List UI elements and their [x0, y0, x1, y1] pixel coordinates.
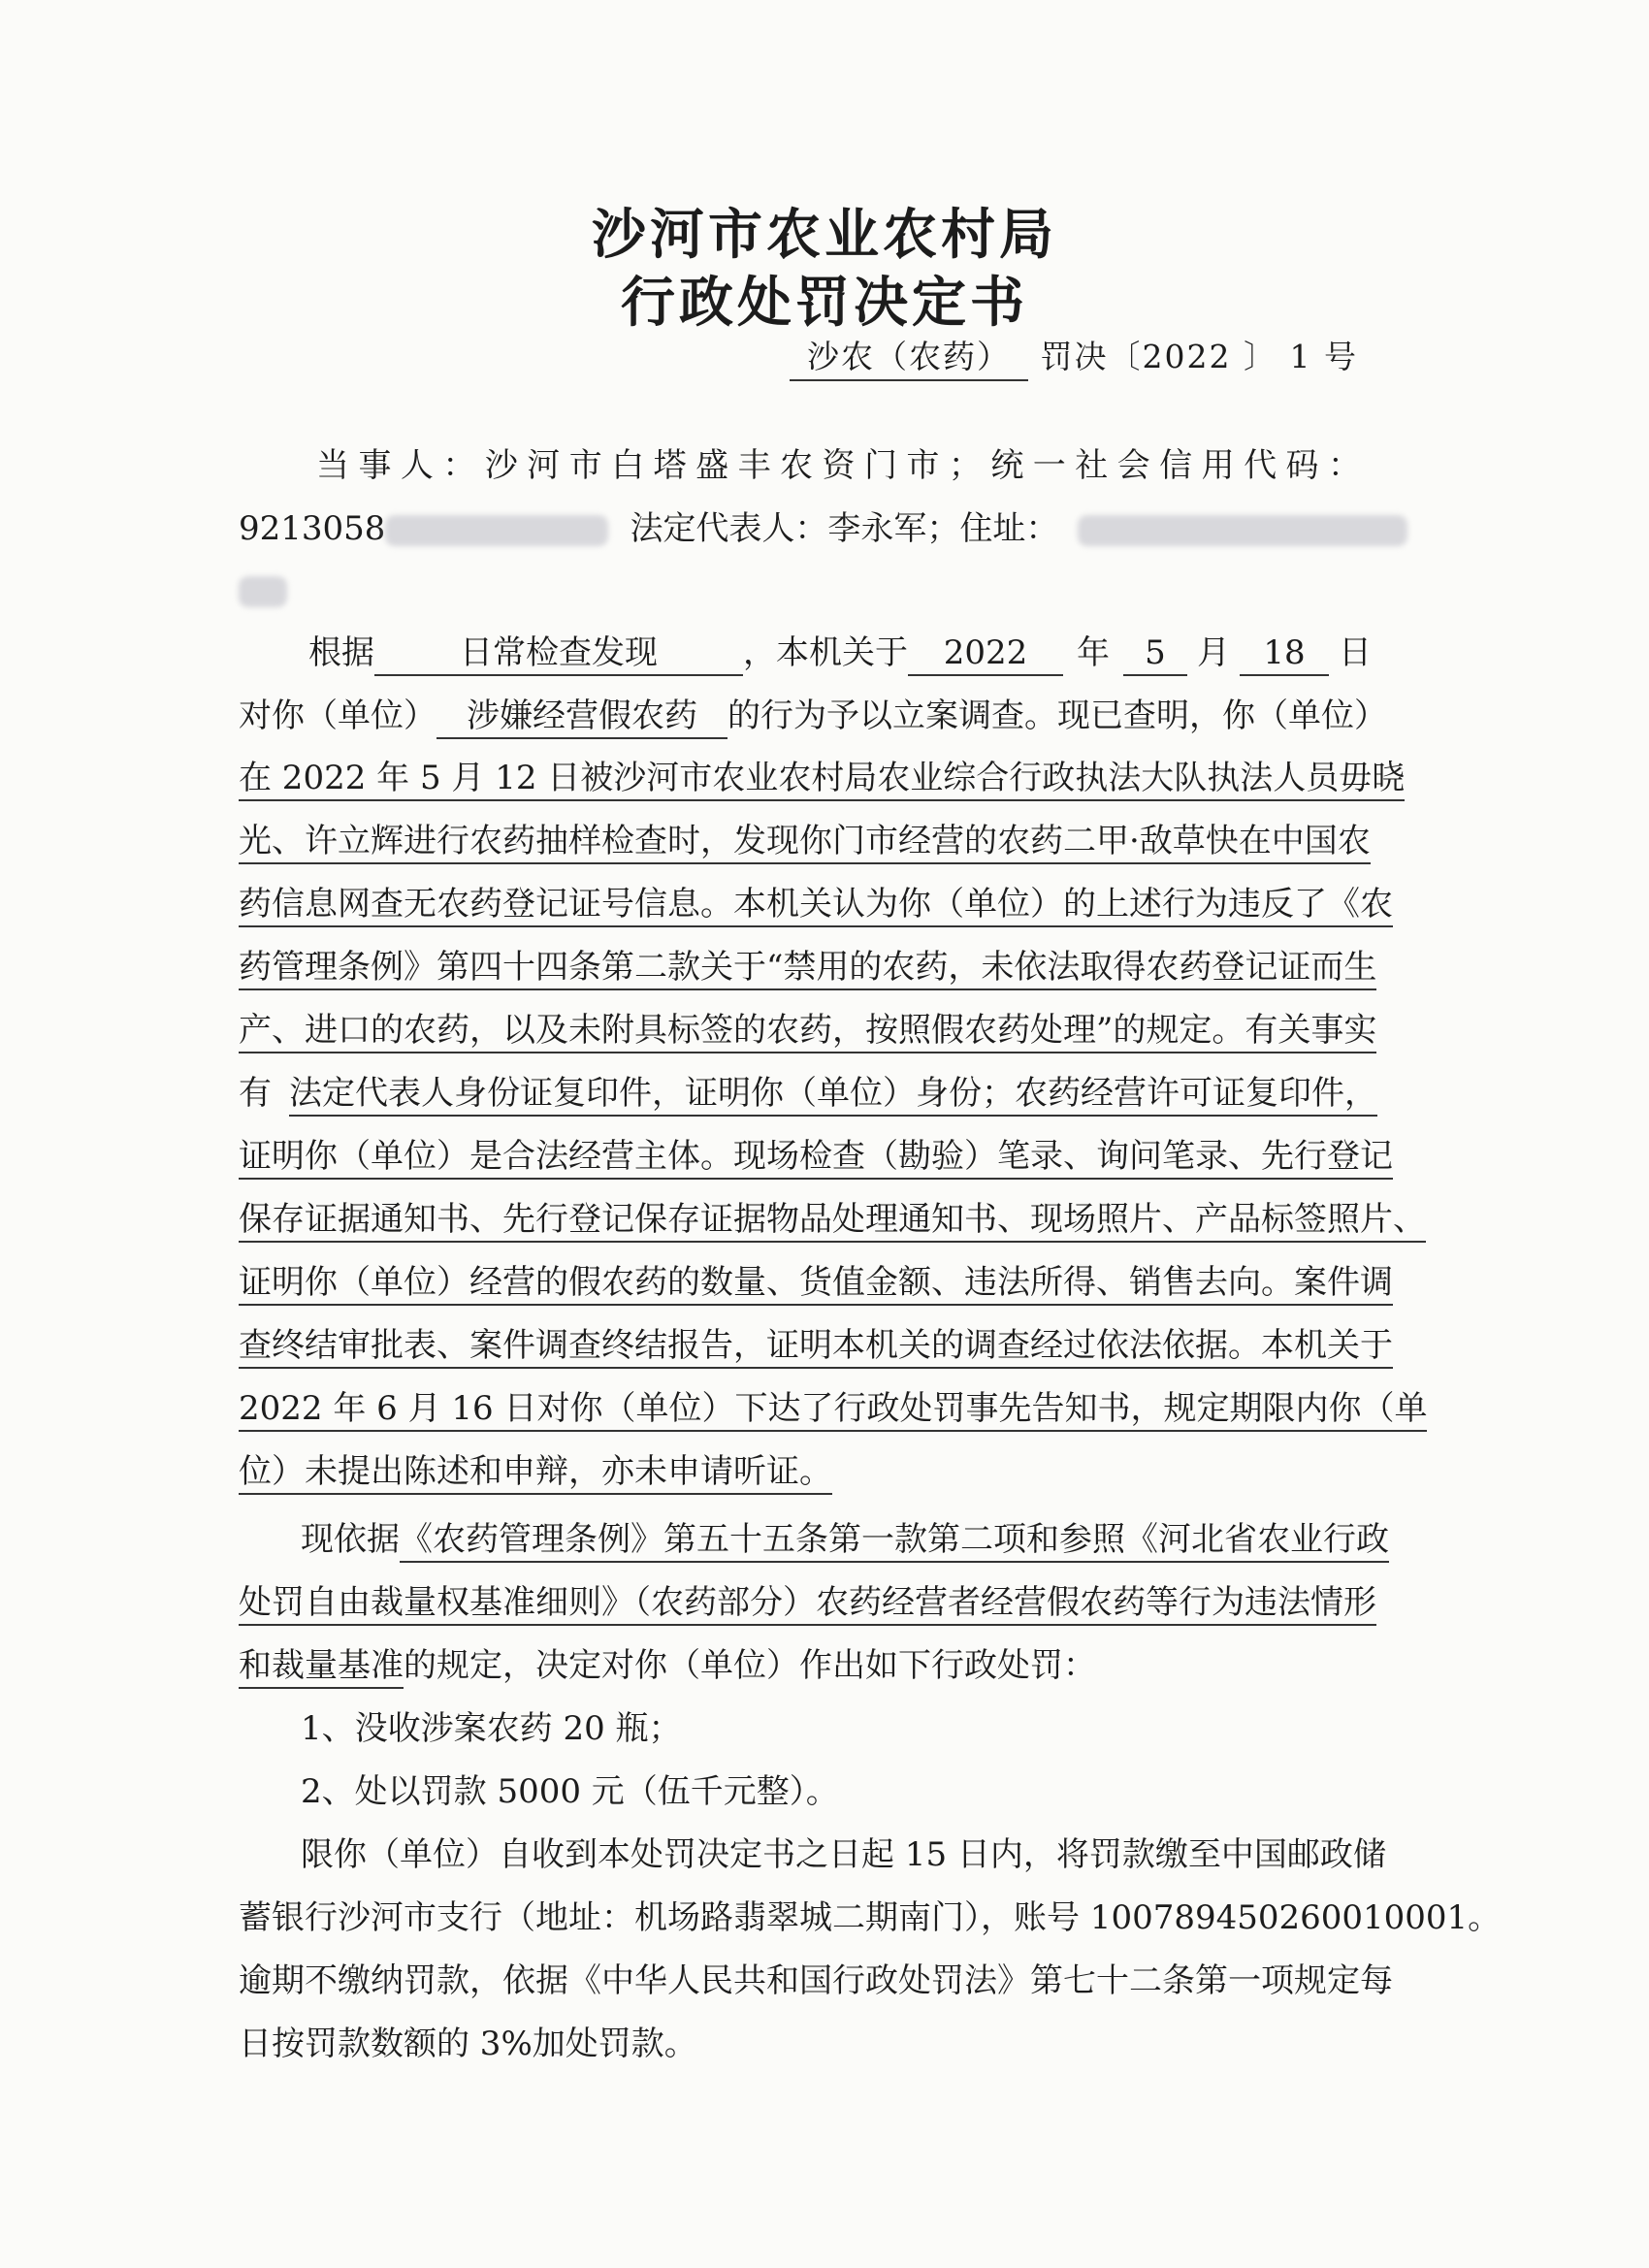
basis-line-2 [239, 697, 1387, 739]
case-year: 2022 [908, 633, 1063, 676]
party-line-2 [239, 509, 1364, 548]
doc-no-num: 1 号 [1289, 338, 1358, 375]
facts-line [239, 948, 1377, 987]
evidence-line [239, 1137, 1393, 1176]
party-line-1: 当事人：沙河市白塔盛丰农资门市；统一社会信用代码： [316, 446, 1364, 485]
decision-text-1: 《农药管理条例》第五十五条第一款第二项和参照《河北省农业行政 [400, 1520, 1389, 1563]
evidence-line [239, 1326, 1393, 1365]
basis-mid: ，本机关于 [743, 633, 908, 672]
decision-line-2 [239, 1583, 1376, 1622]
case-month: 5 [1123, 633, 1187, 676]
payment-line: 日按罚款数额的 3%加处罚款。 [239, 2025, 697, 2063]
evidence-line [239, 1200, 1426, 1239]
document-title: 行政处罚决定书 [621, 271, 1028, 335]
day-label: 日 [1339, 633, 1372, 672]
facts-line [239, 759, 1406, 797]
year-label: 年 [1077, 633, 1110, 672]
facts-text-5: 产、进口的农药，以及未附具标签的农药，按照假农药处理”的规定。有关事实 [239, 1011, 1376, 1053]
month-label: 月 [1197, 633, 1230, 672]
payment-line: 蓄银行沙河市支行（地址：机场路翡翠城二期南门），账号 100789450260010001。 [239, 1898, 1502, 1937]
doc-no-mid: 罚决〔2022 〕 [1040, 338, 1277, 375]
penalty-item: 2、处以罚款 5000 元（伍千元整）。 [301, 1772, 839, 1811]
evidence-line [239, 1452, 1364, 1491]
decision-text-2: 处罚自由裁量权基准细则》（农药部分）农药经营者经营假农药等行为违法情形 [239, 1583, 1376, 1626]
payment-line: 逾期不缴纳罚款，依据《中华人民共和国行政处罚法》第七十二条第一项规定每 [239, 1961, 1393, 2000]
facts-line [239, 822, 1371, 860]
decision-line-1 [301, 1520, 1389, 1559]
decision-line-3 [239, 1646, 1364, 1685]
evidence-text-1: 法定代表人身份证复印件，证明你（单位）身份；农药经营许可证复印件， [289, 1074, 1377, 1117]
evidence-line [239, 1074, 1377, 1113]
evidence-text-4: 证明你（单位）经营的假农药的数量、货值金额、违法所得、销售去向。案件调 [239, 1263, 1393, 1306]
evidence-text-3: 保存证据通知书、先行登记保存证据物品处理通知书、现场照片、产品标签照片、 [239, 1200, 1426, 1243]
decision-lead: 现依据 [301, 1520, 400, 1559]
basis-line-2a: 对你（单位） [239, 697, 436, 735]
agency-title: 沙河市农业农村局 [592, 203, 1057, 267]
basis-line-1 [308, 633, 1372, 676]
facts-line [239, 1011, 1377, 1050]
doc-no-prefix: 沙农（农药） [790, 332, 1028, 381]
penalty-item: 1、没收涉案农药 20 瓶； [301, 1709, 682, 1748]
decision-text-3u: 和裁量基准 [239, 1646, 404, 1689]
evidence-text-5: 查终结审批表、案件调查终结报告，证明本机关的调查经过依法依据。本机关于 [239, 1326, 1393, 1369]
facts-text-4: 药管理条例》第四十四条第二款关于“禁用的农药，未依法取得农药登记证而生 [239, 948, 1376, 990]
document-number [790, 332, 1358, 381]
redacted-credit-code [385, 515, 608, 546]
evidence-text-6: 2022 年 6 月 16 日对你（单位）下达了行政处罚事先告知书，规定期限内你（单 [239, 1389, 1427, 1432]
credit-code-visible: 9213058 [239, 509, 386, 548]
facts-line [239, 885, 1393, 923]
decision-text-3: 的规定，决定对你（单位）作出如下行政处罚： [404, 1646, 1096, 1685]
redacted-address [1078, 515, 1407, 546]
facts-text-2: 光、许立辉进行农药抽样检查时，发现你门市经营的农药二甲·敌草快在中国农 [239, 822, 1371, 864]
case-day: 18 [1240, 633, 1329, 676]
facts-text-1: 在 2022 年 5 月 12 日被沙河市农业农村局农业综合行政执法大队执法人员毋晓 [239, 759, 1405, 801]
redacted-address-cont [239, 576, 287, 607]
evidence-lead: 有 [239, 1074, 272, 1113]
party-line-3 [239, 570, 1364, 609]
evidence-text-2: 证明你（单位）是合法经营主体。现场检查（勘验）笔录、询问笔录、先行登记 [239, 1137, 1393, 1180]
facts-text-3: 药信息网查无农药登记证号信息。本机关认为你（单位）的上述行为违反了《农 [239, 885, 1393, 927]
case-source: 日常检查发现 [374, 633, 743, 676]
case-act: 涉嫌经营假农药 [436, 697, 728, 739]
payment-line: 限你（单位）自收到本处罚决定书之日起 15 日内，将罚款缴至中国邮政储 [301, 1835, 1386, 1874]
evidence-text-7: 位）未提出陈述和申辩，亦未申请听证。 [239, 1452, 832, 1495]
legal-rep-label: 法定代表人：李永军；住址： [630, 509, 1059, 548]
evidence-line [239, 1389, 1428, 1428]
evidence-line [239, 1263, 1393, 1302]
basis-lead: 根据 [308, 633, 374, 672]
basis-line-2b: 的行为予以立案调查。现已查明，你（单位） [728, 697, 1387, 735]
